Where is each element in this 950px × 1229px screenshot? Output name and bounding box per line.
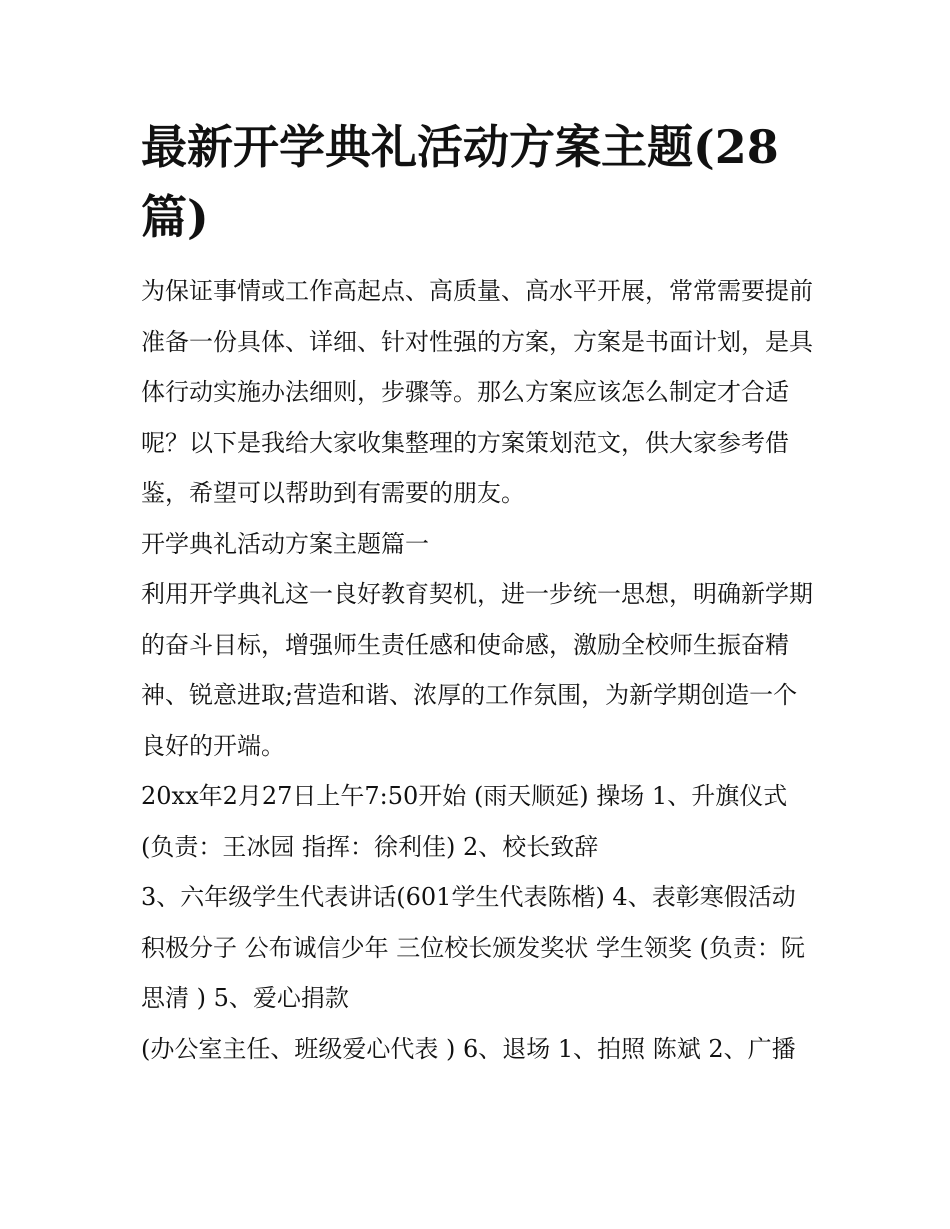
program-paragraph: 3、六年级学生代表讲话(601学生代表陈楷) 4、表彰寒假活动积极分子 公布诚信少年 三位校长颁发奖状 学生领奖 (负责：阮思清 ) 5、爱心捐款 bbox=[141, 883, 805, 1012]
section-heading: 开学典礼活动方案主题篇一 bbox=[141, 529, 429, 558]
closing-paragraph: (办公室主任、班级爱心代表 ) 6、退场 1、拍照 陈斌 2、广播 bbox=[141, 1034, 796, 1063]
schedule-paragraph: 20xx年2月27日上午7:50开始 (雨天顺延) 操场 1、升旗仪式 (负责：王冰园 指挥：徐利佳) 2、校长致辞 bbox=[141, 782, 788, 861]
purpose-paragraph: 利用开学典礼这一良好教育契机，进一步统一思想，明确新学期的奋斗目标，增强师生责任感和使命感，激励全校师生振奋精神、锐意进取;营造和谐、浓厚的工作氛围，为新学期创造一个良好的开端。 bbox=[141, 580, 813, 760]
document-body bbox=[141, 112, 813, 1074]
page-title: 最新开学典礼活动方案主题(28篇) bbox=[141, 120, 779, 244]
intro-paragraph: 为保证事情或工作高起点、高质量、高水平开展，常常需要提前准备一份具体、详细、针对性强的方案，方案是书面计划，是具体行动实施办法细则，步骤等。那么方案应该怎么制定才合适呢？以下是我给大家收集整理的方案策划范文，供大家参考借鉴，希望可以帮助到有需要的朋友。 bbox=[141, 277, 813, 507]
